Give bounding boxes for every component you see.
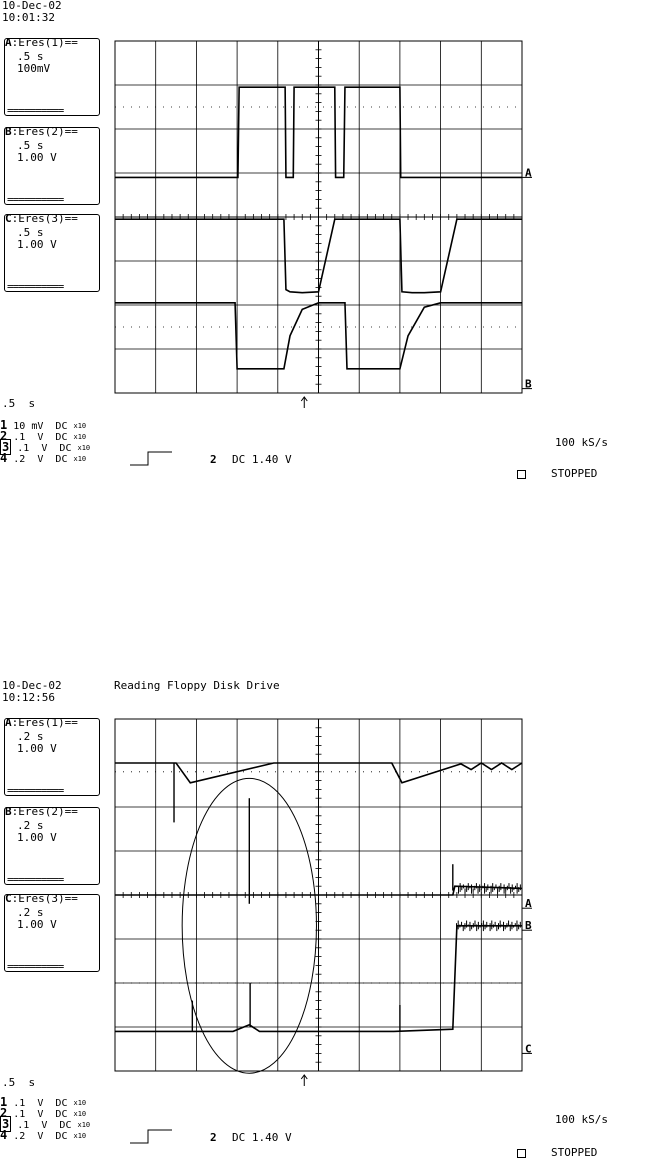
trace-separator: ========== bbox=[7, 104, 64, 117]
trace-name: :Eres(3)== bbox=[11, 212, 78, 225]
scope1-trace-box-b bbox=[4, 127, 100, 205]
scope2-trace-box-c bbox=[4, 894, 100, 972]
trace-marker-b: B bbox=[525, 377, 532, 391]
scope1-channel-1: 1 10 mV DC x10 bbox=[0, 418, 87, 432]
trace-name: :Eres(2)== bbox=[11, 805, 78, 818]
scope2-trace-box-a bbox=[4, 718, 100, 796]
trace-separator: ========== bbox=[7, 193, 64, 206]
trace-scale: 1.00 V bbox=[17, 742, 57, 755]
trigger-edge-icon bbox=[130, 448, 174, 468]
scope2-sample-rate: 100 kS/s bbox=[555, 1113, 608, 1126]
trace-name: :Eres(3)== bbox=[11, 892, 78, 905]
trace-name: :Eres(2)== bbox=[11, 125, 78, 138]
trace-marker-a: A bbox=[525, 897, 532, 911]
scope2-title: Reading Floppy Disk Drive bbox=[114, 679, 280, 692]
trace-marker-c: C bbox=[525, 1042, 532, 1056]
trace-separator: ========== bbox=[7, 960, 64, 973]
scope2-channel-4: 4 .2 V DC x10 bbox=[0, 1128, 87, 1142]
trace-scale: 100mV bbox=[17, 62, 51, 75]
trace-badge-a: A bbox=[5, 716, 12, 729]
scope1-channel-3: 3 .1 V DC x10 bbox=[2, 440, 91, 454]
scope2-channel-2: 2 .1 V DC x10 bbox=[0, 1106, 87, 1120]
trace-separator: ========== bbox=[7, 873, 64, 886]
trace-name: :Eres(1)== bbox=[11, 716, 78, 729]
trace-badge-b: B bbox=[5, 805, 12, 818]
scope1-channel-4: 4 .2 V DC x10 bbox=[0, 451, 87, 465]
trace-timebase: .2 s bbox=[17, 819, 44, 832]
trigger-edge-icon bbox=[130, 1126, 174, 1146]
scope1-timebase: .5 s bbox=[2, 397, 36, 410]
scope2-date: 10-Dec-02 bbox=[2, 679, 62, 692]
trace-badge-a: A bbox=[5, 36, 12, 49]
trace-timebase: .5 s bbox=[17, 50, 44, 63]
scope1-plot bbox=[110, 36, 530, 408]
trace-separator: ========== bbox=[7, 280, 64, 293]
scope2-timebase: .5 s bbox=[2, 1076, 36, 1089]
scope2-time: 10:12:56 bbox=[2, 691, 55, 704]
stop-indicator-icon bbox=[517, 1149, 526, 1158]
scope1-sample-rate: 100 kS/s bbox=[555, 436, 608, 449]
trace-timebase: .2 s bbox=[17, 730, 44, 743]
scope2-status: STOPPED bbox=[551, 1146, 598, 1159]
scope-screen-2 bbox=[0, 680, 647, 1165]
scope1-channel-2: 2 .1 V DC x10 bbox=[0, 429, 87, 443]
trace-scale: 1.00 V bbox=[17, 831, 57, 844]
scope2-trace-box-b bbox=[4, 807, 100, 885]
scope1-time: 10:01:32 bbox=[2, 11, 55, 24]
scope2-channel-1: 1 .1 V DC x10 bbox=[0, 1095, 87, 1109]
trace-marker-b: B bbox=[525, 919, 532, 933]
trace-timebase: .2 s bbox=[17, 906, 44, 919]
trace-timebase: .5 s bbox=[17, 226, 44, 239]
trace-name: :Eres(1)== bbox=[11, 36, 78, 49]
trace-separator: ========== bbox=[7, 784, 64, 797]
stop-indicator-icon bbox=[517, 470, 526, 479]
scope1-trace-box-a bbox=[4, 38, 100, 116]
scope1-trigger-setting: DC 1.40 V bbox=[232, 453, 292, 466]
trace-badge-c: C bbox=[5, 212, 12, 225]
trace-badge-b: B bbox=[5, 125, 12, 138]
scope1-date: 10-Dec-02 bbox=[2, 0, 62, 12]
scope-screen-1 bbox=[0, 0, 647, 490]
trace-badge-c: C bbox=[5, 892, 12, 905]
trace-marker-a: A bbox=[525, 166, 532, 180]
trace-scale: 1.00 V bbox=[17, 151, 57, 164]
scope2-plot bbox=[110, 714, 530, 1088]
scope2-channel-3: 3 .1 V DC x10 bbox=[2, 1117, 91, 1131]
scope1-trigger-channel: 2 bbox=[210, 453, 217, 466]
scope1-status: STOPPED bbox=[551, 467, 598, 480]
scope2-trigger-channel: 2 bbox=[210, 1131, 217, 1144]
scope1-trace-box-c bbox=[4, 214, 100, 292]
trace-scale: 1.00 V bbox=[17, 918, 57, 931]
scope2-trigger-setting: DC 1.40 V bbox=[232, 1131, 292, 1144]
trace-scale: 1.00 V bbox=[17, 238, 57, 251]
trace-timebase: .5 s bbox=[17, 139, 44, 152]
